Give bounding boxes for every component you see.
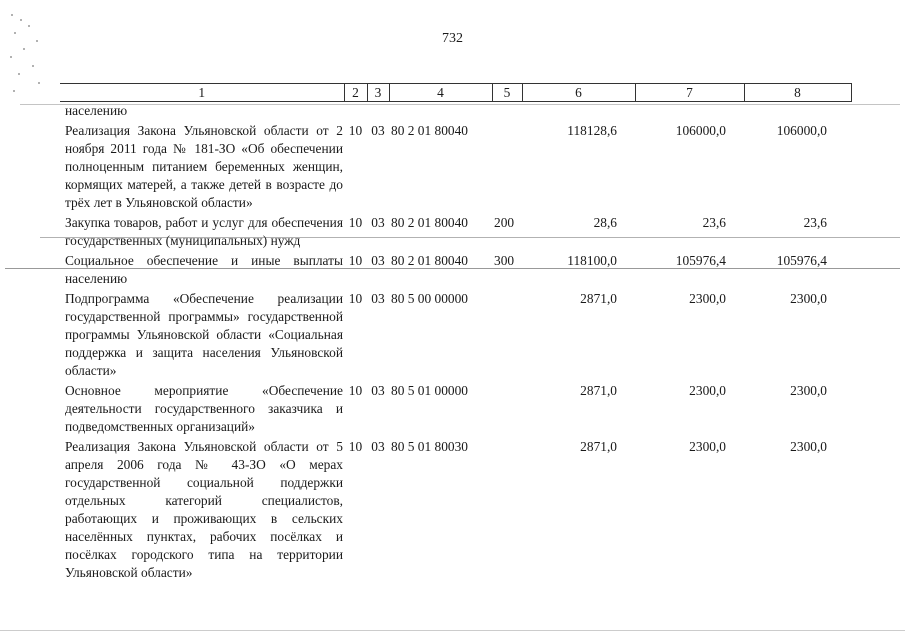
row-value-6: 2871,0 [580, 439, 617, 454]
row-rz: 10 [348, 123, 363, 138]
row-csr: 80 2 01 80040 [391, 123, 468, 138]
row-vr: 200 [494, 215, 515, 230]
row-pr: 03 [371, 439, 385, 454]
row-value-8: 2300,0 [790, 383, 827, 398]
row-vr: 300 [494, 253, 515, 268]
row-value-7: 105976,4 [675, 253, 726, 268]
column-header: 3 [367, 84, 389, 102]
row-value-6: 28,6 [593, 215, 617, 230]
row-value-8: 105976,4 [776, 253, 827, 268]
row-rz: 10 [348, 291, 363, 306]
row-vr [492, 288, 522, 380]
row-pr: 03 [371, 215, 385, 230]
row-name: Социальное обеспечение и иные выплаты населению [65, 253, 343, 286]
table-row [60, 212, 851, 250]
table-row [60, 436, 851, 582]
budget-table [60, 83, 852, 582]
row-pr: 03 [371, 253, 385, 268]
row-csr: 80 5 00 00000 [391, 291, 468, 306]
row-vr [492, 380, 522, 436]
row-name: Подпрограмма «Обеспечение реализации государственной программы» государственной программы Ульяновской области «Социальная поддержка и защита населения Ульяновской области» [65, 291, 343, 378]
row-value-7: 2300,0 [689, 383, 726, 398]
row-value-7: 23,6 [702, 215, 726, 230]
row-value-8: 23,6 [803, 215, 827, 230]
table-row [60, 380, 851, 436]
column-header: 8 [744, 84, 851, 102]
row-csr: 80 2 01 80040 [391, 253, 468, 268]
row-name: Основное мероприятие «Обеспечение деятельности государственного заказчика и подведомственных организаций» [65, 383, 343, 434]
row-name: Закупка товаров, работ и услуг для обеспечения государственных (муниципальных) нужд [65, 215, 343, 248]
table-header-row [60, 84, 851, 102]
row-name: Реализация Закона Ульяновской области от 2 ноября 2011 года № 181-ЗО «Об обеспечении полноценным питанием беременных женщин, кормящих матерей, а также детей в возрасте до трёх лет в Ульяновской области» [65, 123, 343, 210]
row-value-6: 118128,6 [567, 123, 617, 138]
row-rz: 10 [348, 215, 363, 230]
column-header: 6 [522, 84, 635, 102]
row-rz: 10 [348, 439, 363, 454]
row-value-6: 118100,0 [567, 253, 617, 268]
scan-line [0, 630, 905, 631]
row-pr: 03 [371, 123, 385, 138]
row-csr: 80 2 01 80040 [391, 215, 468, 230]
row-value-7: 106000,0 [675, 123, 726, 138]
row-vr [492, 436, 522, 582]
row-pr: 03 [371, 291, 385, 306]
row-value-6: 2871,0 [580, 383, 617, 398]
row-rz: 10 [348, 383, 363, 398]
row-value-8: 106000,0 [776, 123, 827, 138]
table-row [60, 120, 851, 212]
row-value-7: 2300,0 [689, 291, 726, 306]
column-header: 1 [60, 84, 344, 102]
column-header: 2 [344, 84, 367, 102]
row-csr: 80 5 01 00000 [391, 383, 468, 398]
column-header: 7 [635, 84, 744, 102]
table-row [60, 250, 851, 288]
row-rz: 10 [348, 253, 363, 268]
column-header: 4 [389, 84, 492, 102]
scan-line [40, 237, 900, 238]
scan-line [5, 268, 900, 269]
row-name: Реализация Закона Ульяновской области от 5 апреля 2006 года № 43-ЗО «О мерах государственной социальной поддержки отдельных категорий специалистов, работающих и проживающих в сельских населённых пунктах, рабочих посёлках и посёлках городского типа на территории Ульяновской области» [65, 439, 343, 580]
row-vr [492, 120, 522, 212]
row-value-6: 2871,0 [580, 291, 617, 306]
row-value-7: 2300,0 [689, 439, 726, 454]
table-row [60, 288, 851, 380]
row-pr: 03 [371, 383, 385, 398]
row-csr: 80 5 01 80030 [391, 439, 468, 454]
row-value-8: 2300,0 [790, 439, 827, 454]
scan-noise [8, 10, 48, 100]
row-name: населению [65, 103, 128, 118]
column-header: 5 [492, 84, 522, 102]
row-value-8: 2300,0 [790, 291, 827, 306]
page-number: 732 [442, 31, 463, 46]
scan-line [20, 104, 900, 105]
